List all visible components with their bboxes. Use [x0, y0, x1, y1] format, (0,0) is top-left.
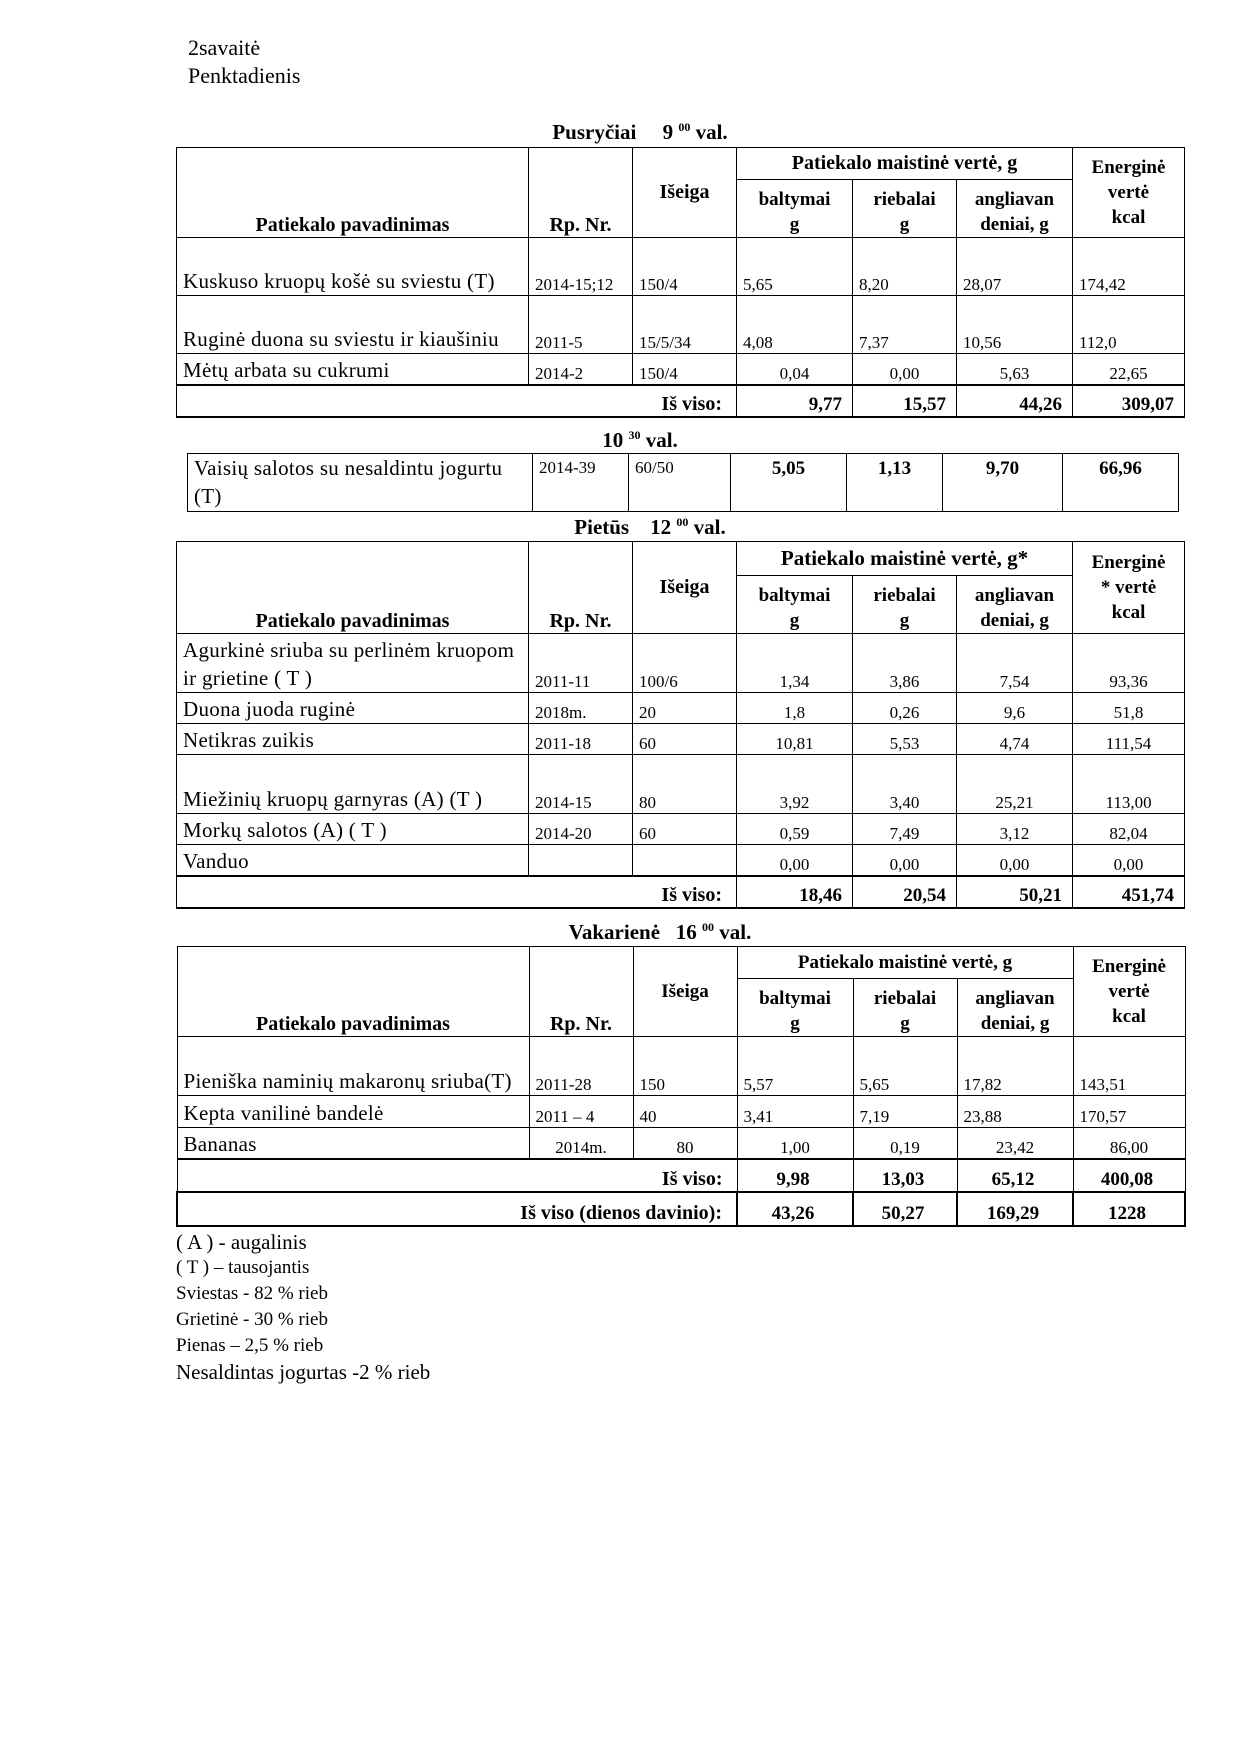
table-row	[177, 845, 1185, 876]
dish-fat: 0,19	[853, 1128, 957, 1159]
dish-out: 20	[633, 693, 737, 724]
dish-fat: 7,49	[853, 814, 957, 845]
dish-fat: 5,65	[853, 1037, 957, 1096]
table-row	[177, 693, 1185, 724]
dish-protein: 0,00	[737, 845, 853, 876]
dish-energy: 93,36	[1073, 634, 1185, 693]
dish-energy: 66,96	[1063, 454, 1179, 512]
table-row	[177, 755, 1185, 814]
col-name-header: Patiekalo pavadinimas	[177, 947, 529, 1037]
dish-name: Bananas	[177, 1128, 529, 1159]
dish-carb: 25,21	[957, 755, 1073, 814]
dish-energy: 111,54	[1073, 724, 1185, 755]
legend-item: Nesaldintas jogurtas -2 % rieb	[176, 1360, 431, 1384]
dish-fat: 0,00	[853, 845, 957, 876]
dish-fat: 1,13	[847, 454, 943, 512]
table-row	[177, 354, 1185, 385]
dinner-title	[540, 920, 780, 945]
dish-rp: 2011-28	[529, 1037, 633, 1096]
dish-protein: 1,8	[737, 693, 853, 724]
legend-item: Sviestas - 82 % rieb	[176, 1283, 328, 1304]
dish-rp: 2011-5	[529, 296, 633, 354]
total-protein: 18,46	[737, 876, 853, 908]
dish-out: 40	[633, 1096, 737, 1128]
col-name-header: Patiekalo pavadinimas	[177, 148, 529, 238]
dish-out: 80	[633, 755, 737, 814]
total-row	[177, 1159, 1185, 1192]
dish-energy: 143,51	[1073, 1037, 1185, 1096]
total-carb: 65,12	[957, 1159, 1073, 1192]
dish-carb: 3,12	[957, 814, 1073, 845]
grand-total-energy: 1228	[1073, 1192, 1185, 1226]
table-row	[177, 814, 1185, 845]
legend-item: Grietinė - 30 % rieb	[176, 1309, 328, 1330]
breakfast-time-sup: 00	[678, 120, 691, 134]
dish-protein: 3,92	[737, 755, 853, 814]
dish-carb: 5,63	[957, 354, 1073, 385]
dish-name: Miežinių kruopų garnyras (A) (T )	[177, 755, 529, 814]
col-out-header: Išeiga	[633, 542, 737, 634]
dish-rp: 2014m.	[529, 1128, 633, 1159]
dish-out: 150/4	[633, 354, 737, 385]
col-fat-header: riebalai g	[853, 979, 957, 1037]
dish-protein: 5,57	[737, 1037, 853, 1096]
col-energy-header: Energinė vertė kcal	[1073, 148, 1185, 238]
col-rp-header: Rp. Nr.	[529, 947, 633, 1037]
dinner-time-sup: 00	[702, 920, 715, 934]
dish-rp: 2011-11	[529, 634, 633, 693]
dish-fat: 3,40	[853, 755, 957, 814]
breakfast-time-unit: val.	[695, 120, 728, 144]
col-carb-header: angliavan deniai, g	[957, 576, 1073, 634]
dish-carb: 17,82	[957, 1037, 1073, 1096]
dish-fat: 5,53	[853, 724, 957, 755]
dish-fat: 7,37	[853, 296, 957, 354]
dish-protein: 3,41	[737, 1096, 853, 1128]
total-protein: 9,98	[737, 1159, 853, 1192]
dish-out: 150	[633, 1037, 737, 1096]
col-name-header: Patiekalo pavadinimas	[177, 542, 529, 634]
week-label: 2savaitė	[188, 35, 261, 60]
lunch-title	[540, 515, 760, 540]
dish-rp: 2014-15;12	[529, 238, 633, 296]
dish-carb: 7,54	[957, 634, 1073, 693]
dish-protein: 0,59	[737, 814, 853, 845]
dish-rp: 2014-20	[529, 814, 633, 845]
total-protein: 9,77	[737, 385, 853, 417]
breakfast-title	[500, 120, 780, 145]
dish-energy: 112,0	[1073, 296, 1185, 354]
col-rp-header: Rp. Nr.	[529, 542, 633, 634]
col-carb-header: angliavan deniai, g	[957, 180, 1073, 238]
dish-energy: 22,65	[1073, 354, 1185, 385]
dish-name: Pieniška naminių makaronų sriuba(T)	[177, 1037, 529, 1096]
grand-total-label: Iš viso (dienos davinio):	[177, 1192, 737, 1226]
dish-fat: 7,19	[853, 1096, 957, 1128]
col-energy-header: Energinė vertė kcal	[1073, 947, 1185, 1037]
dish-energy: 170,57	[1073, 1096, 1185, 1128]
table-row	[177, 1096, 1185, 1128]
dish-energy: 113,00	[1073, 755, 1185, 814]
total-row	[177, 876, 1185, 908]
dish-protein: 10,81	[737, 724, 853, 755]
col-out-header: Išeiga	[633, 947, 737, 1037]
grand-total-carb: 169,29	[957, 1192, 1073, 1226]
lunch-title-text: Pietūs	[574, 515, 630, 539]
grand-total-protein: 43,26	[737, 1192, 853, 1226]
dish-fat: 0,26	[853, 693, 957, 724]
snack-time-unit: val.	[645, 428, 678, 452]
day-label: Penktadienis	[188, 63, 301, 88]
dish-name: Vanduo	[177, 845, 529, 876]
breakfast-time: 9	[662, 120, 674, 144]
dish-rp: 2014-15	[529, 755, 633, 814]
dish-rp: 2014-2	[529, 354, 633, 385]
lunch-time-unit: val.	[693, 515, 726, 539]
lunch-time-sup: 00	[676, 515, 689, 529]
dish-name: Vaisių salotos su nesaldintu jogurtu (T)	[188, 454, 533, 512]
dish-energy: 174,42	[1073, 238, 1185, 296]
dish-name: Agurkinė sriuba su perlinėm kruopom ir grietine ( T )	[177, 634, 529, 693]
legend-item: Pienas – 2,5 % rieb	[176, 1335, 324, 1356]
dish-protein: 1,00	[737, 1128, 853, 1159]
total-fat: 13,03	[853, 1159, 957, 1192]
dish-fat: 8,20	[853, 238, 957, 296]
dish-name: Ruginė duona su sviestu ir kiaušiniu	[177, 296, 529, 354]
legend-item: ( A ) - augalinis	[176, 1230, 307, 1254]
dinner-time: 16	[675, 920, 697, 944]
table-row	[177, 238, 1185, 296]
dish-carb: 28,07	[957, 238, 1073, 296]
dish-carb: 4,74	[957, 724, 1073, 755]
dish-protein: 5,65	[737, 238, 853, 296]
dish-energy: 51,8	[1073, 693, 1185, 724]
dish-carb: 10,56	[957, 296, 1073, 354]
total-label: Iš viso:	[177, 1159, 737, 1192]
breakfast-title-text: Pusryčiai	[552, 120, 637, 144]
legend-item: ( T ) – tausojantis	[176, 1257, 310, 1278]
dish-fat: 3,86	[853, 634, 957, 693]
breakfast-table	[176, 147, 1185, 418]
dish-protein: 4,08	[737, 296, 853, 354]
table-row	[177, 634, 1185, 693]
table-row	[177, 1128, 1185, 1159]
dish-name: Kepta vanilinė bandelė	[177, 1096, 529, 1128]
dish-energy: 0,00	[1073, 845, 1185, 876]
dish-name: Kuskuso kruopų košė su sviestu (T)	[177, 238, 529, 296]
col-prot-header: baltymai g	[737, 180, 853, 238]
dish-carb: 9,70	[943, 454, 1063, 512]
grand-total-row	[177, 1192, 1185, 1226]
total-label: Iš viso:	[177, 876, 737, 908]
dish-energy: 82,04	[1073, 814, 1185, 845]
dish-out	[633, 845, 737, 876]
dish-carb: 23,42	[957, 1128, 1073, 1159]
col-prot-header: baltymai g	[737, 576, 853, 634]
total-energy: 451,74	[1073, 876, 1185, 908]
dinner-title-text: Vakarienė	[568, 920, 661, 944]
dish-name: Mėtų arbata su cukrumi	[177, 354, 529, 385]
col-nutri-header: Patiekalo maistinė vertė, g*	[737, 542, 1073, 576]
col-rp-header: Rp. Nr.	[529, 148, 633, 238]
total-row	[177, 385, 1185, 417]
dinner-table	[176, 946, 1186, 1227]
dish-carb: 9,6	[957, 693, 1073, 724]
dish-rp: 2011-18	[529, 724, 633, 755]
total-label: Iš viso:	[177, 385, 737, 417]
col-carb-header: angliavan deniai, g	[957, 979, 1073, 1037]
col-energy-header: Energinė * vertė kcal	[1073, 542, 1185, 634]
dish-carb: 0,00	[957, 845, 1073, 876]
col-fat-header: riebalai g	[853, 180, 957, 238]
col-fat-header: riebalai g	[853, 576, 957, 634]
col-nutri-header: Patiekalo maistinė vertė, g	[737, 947, 1073, 979]
dish-rp	[529, 845, 633, 876]
dish-energy: 86,00	[1073, 1128, 1185, 1159]
table-row	[177, 724, 1185, 755]
dish-fat: 0,00	[853, 354, 957, 385]
snack-time-sup: 30	[628, 428, 641, 442]
snack-title	[560, 428, 720, 453]
dish-out: 60	[633, 814, 737, 845]
dish-name: Netikras zuikis	[177, 724, 529, 755]
total-fat: 20,54	[853, 876, 957, 908]
lunch-table	[176, 541, 1185, 909]
dish-rp: 2011 – 4	[529, 1096, 633, 1128]
dish-out: 60/50	[629, 454, 731, 512]
total-fat: 15,57	[853, 385, 957, 417]
dish-rp: 2014-39	[533, 454, 629, 512]
dinner-time-unit: val.	[719, 920, 752, 944]
dish-out: 100/6	[633, 634, 737, 693]
col-prot-header: baltymai g	[737, 979, 853, 1037]
dish-out: 60	[633, 724, 737, 755]
table-row	[177, 1037, 1185, 1096]
snack-time: 10	[602, 428, 624, 452]
dish-out: 80	[633, 1128, 737, 1159]
col-out-header: Išeiga	[633, 148, 737, 238]
grand-total-fat: 50,27	[853, 1192, 957, 1226]
total-energy: 309,07	[1073, 385, 1185, 417]
total-energy: 400,08	[1073, 1159, 1185, 1192]
total-carb: 50,21	[957, 876, 1073, 908]
total-carb: 44,26	[957, 385, 1073, 417]
dish-protein: 5,05	[731, 454, 847, 512]
dish-name: Duona juoda ruginė	[177, 693, 529, 724]
dish-rp: 2018m.	[529, 693, 633, 724]
dish-out: 15/5/34	[633, 296, 737, 354]
table-row	[188, 454, 1179, 512]
table-row	[177, 296, 1185, 354]
dish-protein: 1,34	[737, 634, 853, 693]
col-nutri-header: Patiekalo maistinė vertė, g	[737, 148, 1073, 180]
dish-protein: 0,04	[737, 354, 853, 385]
legend	[176, 1229, 430, 1385]
snack-table	[187, 453, 1179, 512]
dish-carb: 23,88	[957, 1096, 1073, 1128]
dish-name: Morkų salotos (A) ( T )	[177, 814, 529, 845]
lunch-time: 12	[650, 515, 672, 539]
dish-out: 150/4	[633, 238, 737, 296]
